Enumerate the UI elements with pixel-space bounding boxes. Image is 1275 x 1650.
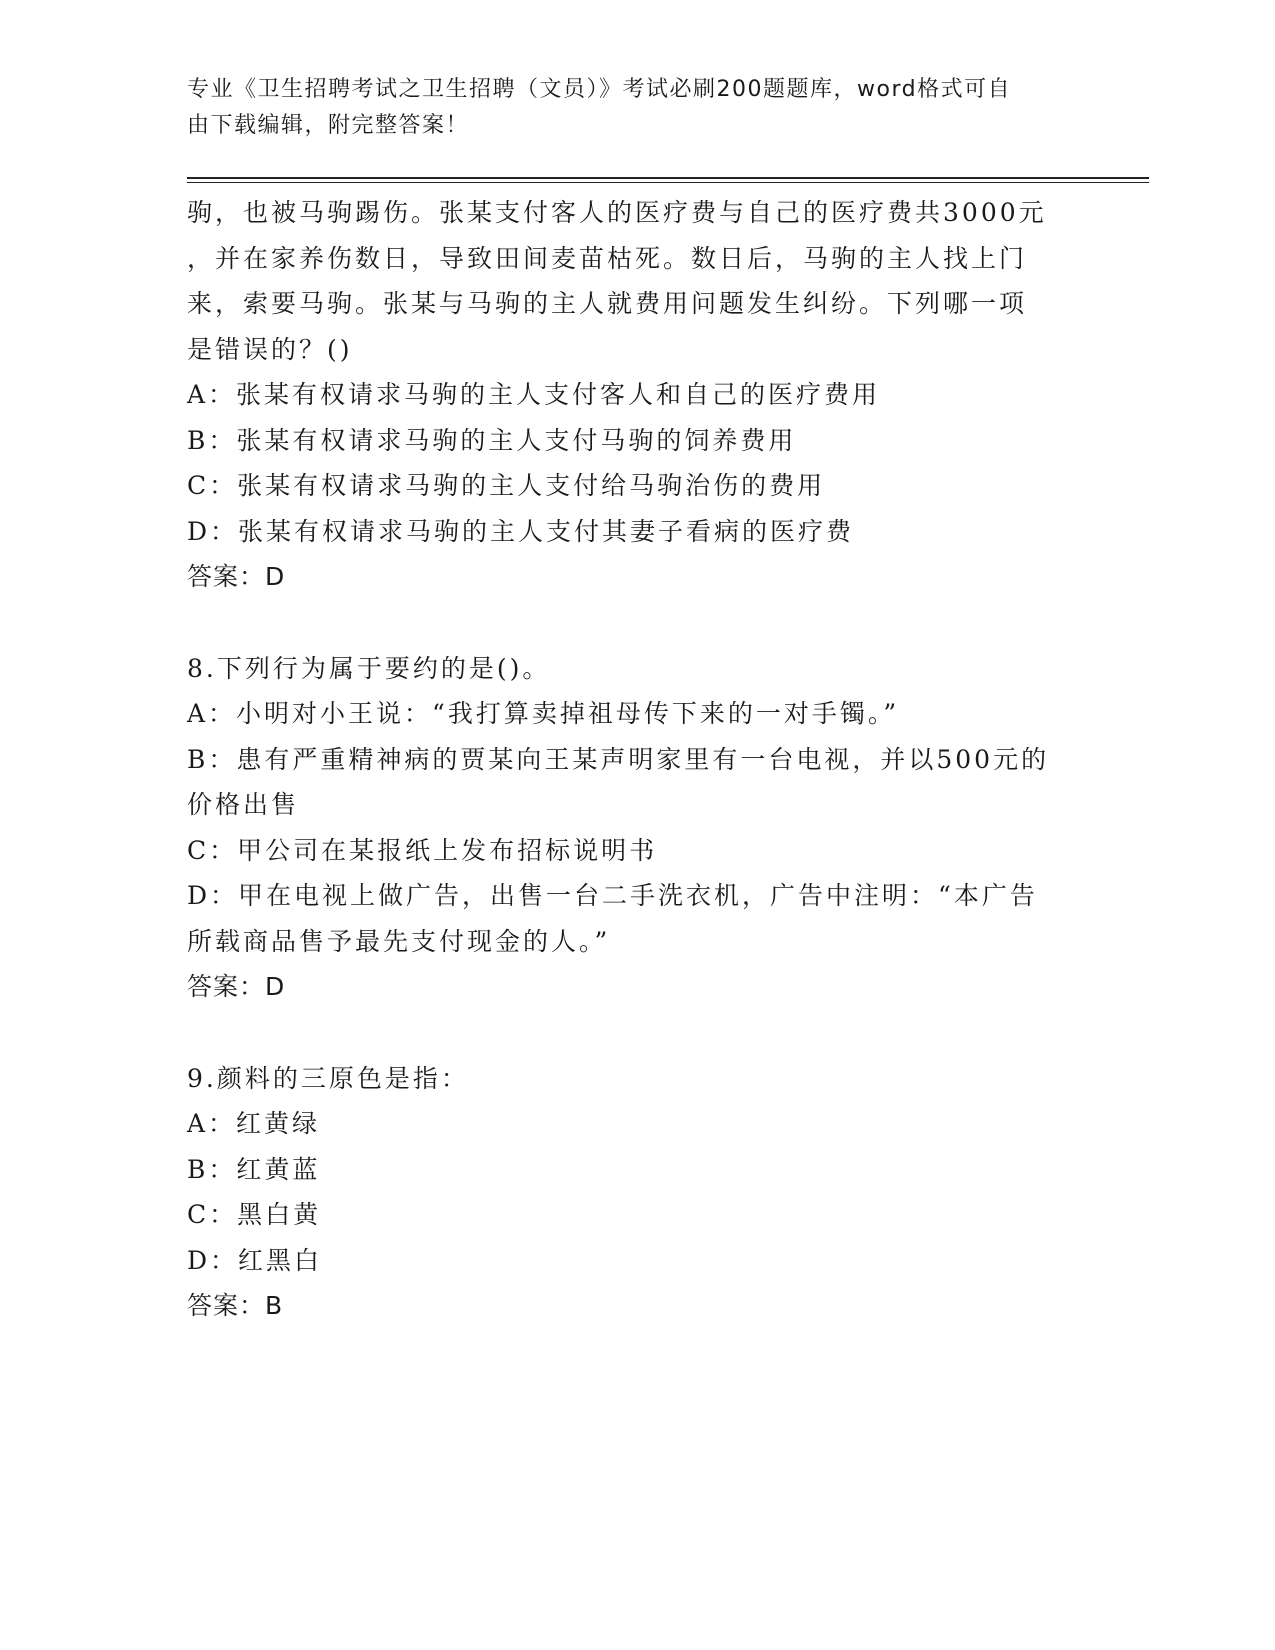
question-stem-line: 来，索要马驹。张某与马驹的主人就费用问题发生纠纷。下列哪一项: [187, 289, 1028, 318]
option-b-line: B：患有严重精神病的贾某向王某声明家里有一台电视，并以500元的: [187, 744, 1050, 774]
answer: 答案：D: [187, 562, 286, 591]
option-b: B：红黄蓝: [187, 1154, 321, 1184]
question-8: [187, 646, 1067, 1010]
option-c: C：黑白黄: [187, 1200, 322, 1229]
option-c: C：甲公司在某报纸上发布招标说明书: [187, 835, 658, 865]
answer: 答案：D: [187, 972, 286, 1001]
spacer: [187, 1010, 1067, 1056]
option-d-line: D：甲在电视上做广告，出售一台二手洗衣机，广告中注明：“本广告: [187, 881, 1038, 910]
question-9: [187, 1056, 1067, 1329]
header-line-2: 由下载编辑，附完整答案！: [187, 113, 470, 138]
option-a: A：张某有权请求马驹的主人支付客人和自己的医疗费用: [187, 380, 881, 409]
question-stem: 8.下列行为属于要约的是()。: [187, 653, 551, 683]
option-b: B：张某有权请求马驹的主人支付马驹的饲养费用: [187, 425, 797, 455]
spacer: [187, 600, 1067, 646]
question-stem-line: 是错误的？(): [187, 334, 353, 364]
option-c: C：张某有权请求马驹的主人支付给马驹治伤的费用: [187, 471, 826, 500]
page-header: [187, 72, 1067, 144]
option-b-line: 价格出售: [187, 790, 300, 819]
question-stem: 9.颜料的三原色是指：: [187, 1063, 469, 1093]
header-divider: [187, 177, 1149, 183]
option-d: D：张某有权请求马驹的主人支付其妻子看病的医疗费: [187, 516, 855, 546]
question-7: [187, 190, 1067, 600]
option-a: A：红黄绿: [187, 1109, 321, 1138]
answer: 答案：B: [187, 1291, 284, 1320]
option-d-line: 所载商品售予最先支付现金的人。”: [187, 926, 611, 956]
header-line-1: 专业《卫生招聘考试之卫生招聘（文员）》考试必刷200题题库，word格式可自: [187, 77, 1012, 102]
question-stem-line: 驹，也被马驹踢伤。张某支付客人的医疗费与自己的医疗费共3000元: [187, 198, 1047, 227]
document-body: [187, 190, 1067, 1329]
option-a: A：小明对小王说：“我打算卖掉祖母传下来的一对手镯。”: [187, 699, 900, 728]
question-stem-line: ，并在家养伤数日，导致田间麦苗枯死。数日后，马驹的主人找上门: [187, 243, 1028, 273]
option-d: D：红黑白: [187, 1245, 323, 1275]
